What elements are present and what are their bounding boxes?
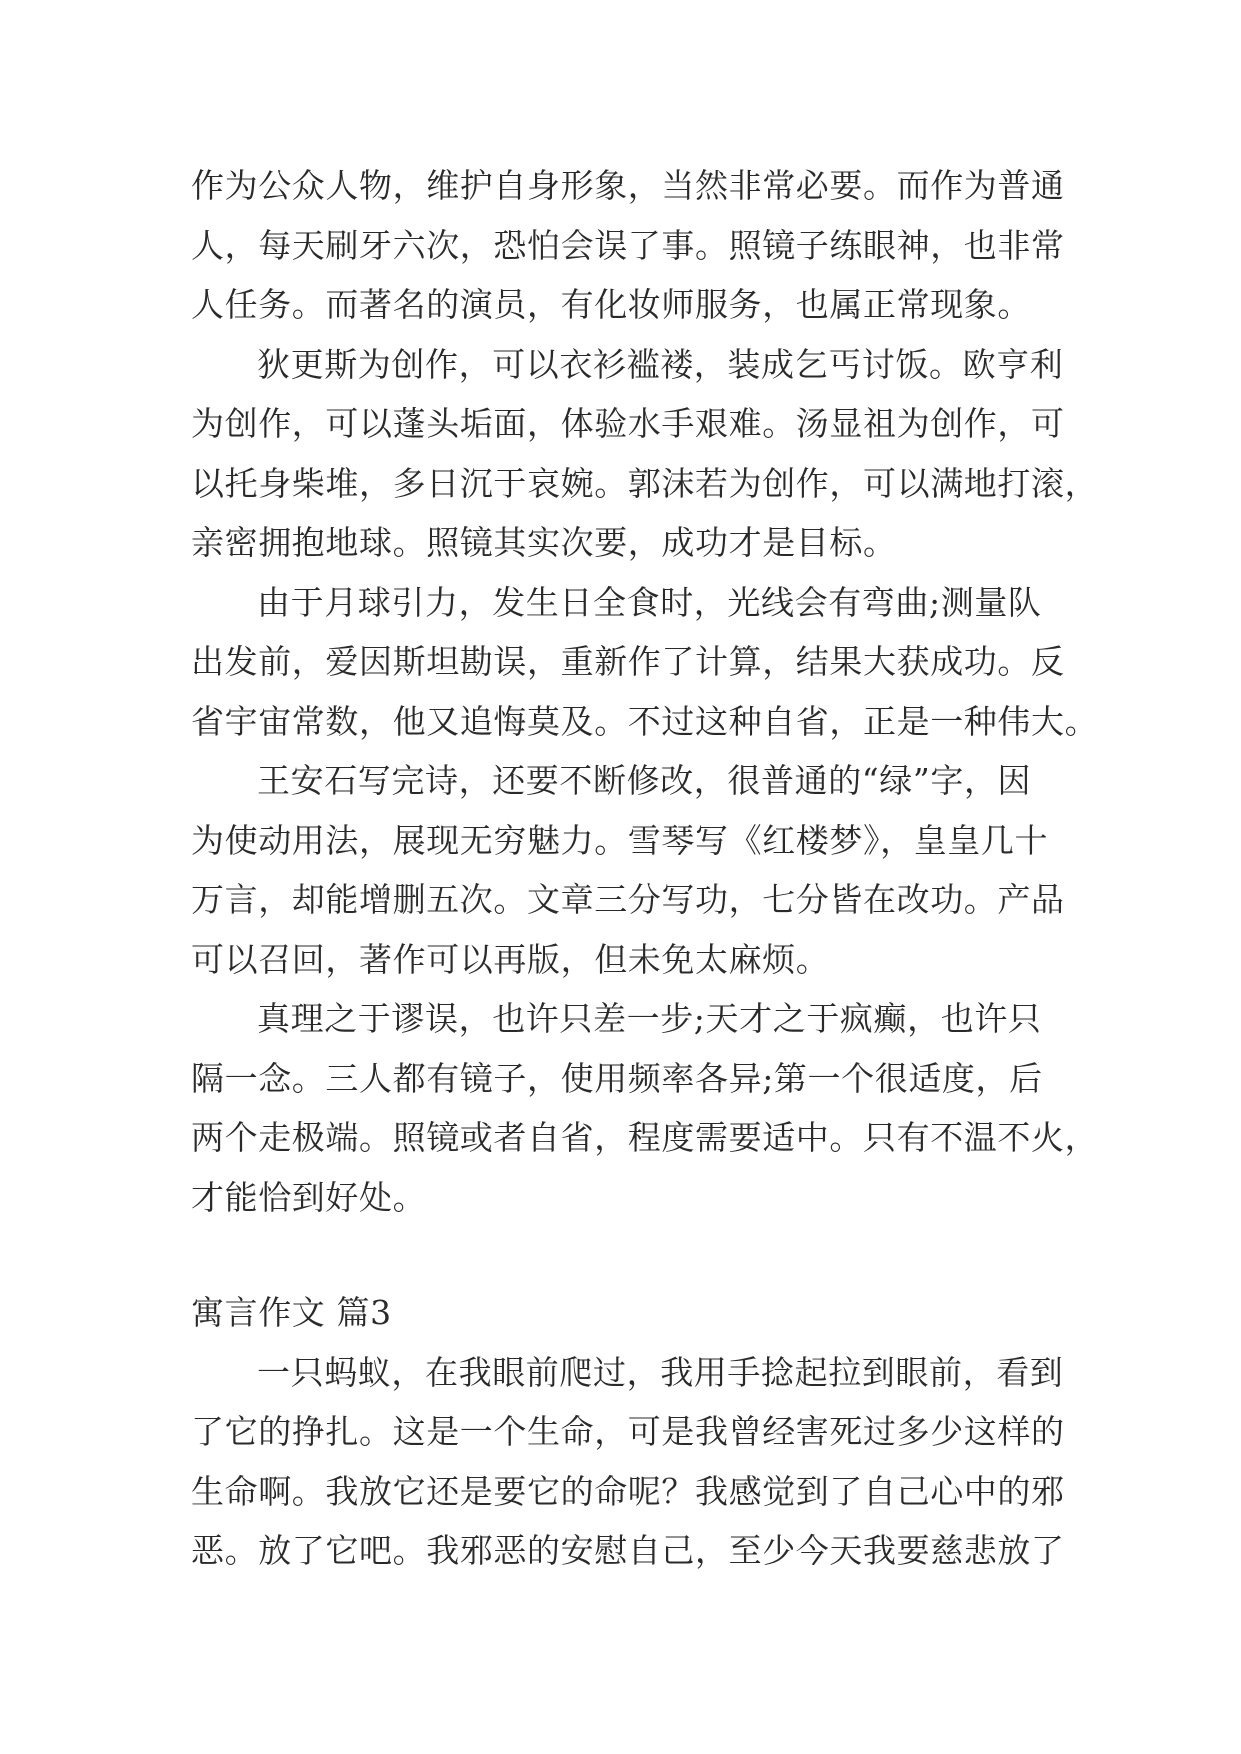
text-line: 隔一念。三人都有镜子，使用频率各异;第一个很适度，后 [191, 1058, 1043, 1098]
text-line: 作为公众人物，维护自身形象，当然非常必要。而作为普通 [191, 166, 1065, 205]
text-line: 狄更斯为创作，可以衣衫褴褛，装成乞丐讨饭。欧亨利 [257, 344, 1064, 384]
text-line: 恶。放了它吧。我邪恶的安慰自己，至少今天我要慈悲放了 [191, 1531, 1065, 1570]
text-line: 由于月球引力，发生日全食时，光线会有弯曲;测量队 [257, 582, 1042, 622]
text-line: 亲密拥抱地球。照镜其实次要，成功才是目标。 [191, 523, 897, 562]
section-body [191, 1343, 1065, 1581]
paragraph [191, 989, 1099, 1227]
text-line: 人，每天刷牙六次，恐怕会误了事。照镜子练眼神，也非常 [191, 225, 1065, 265]
section-gap [191, 1227, 1051, 1283]
text-line: 出发前，爱因斯坦勘误，重新作了计算，结果大获成功。反 [191, 642, 1065, 681]
text-line: 生命啊。我放它还是要它的命呢？我感觉到了自己心中的邪 [191, 1471, 1065, 1511]
text-line: 一只蚂蚁，在我眼前爬过，我用手捻起拉到眼前，看到 [257, 1352, 1064, 1392]
paragraph [191, 156, 1065, 335]
text-line: 了它的挣扎。这是一个生命，可是我曾经害死过多少这样的 [191, 1412, 1065, 1451]
document-page [191, 156, 1099, 1581]
essay-body [191, 156, 1099, 1227]
text-line: 省宇宙常数，他又追悔莫及。不过这种自省，正是一种伟大。 [191, 701, 1099, 741]
paragraph [191, 573, 1099, 752]
paragraph [191, 335, 1099, 573]
paragraph [191, 751, 1065, 989]
paragraph [191, 1343, 1065, 1581]
text-line: 万言，却能增删五次。文章三分写功，七分皆在改功。产品 [191, 880, 1065, 919]
text-line: 两个走极端。照镜或者自省，程度需要适中。只有不温不火， [191, 1118, 1099, 1157]
text-line: 真理之于谬误，也许只差一步;天才之于疯癫，也许只 [257, 999, 1042, 1038]
text-line: 王安石写完诗，还要不断修改，很普通的“绿”字，因 [257, 761, 1032, 800]
section-heading: 寓言作文 篇3 [191, 1293, 392, 1332]
text-line: 才能恰到好处。 [191, 1177, 427, 1217]
text-line: 可以召回，著作可以再版，但未免太麻烦。 [191, 939, 830, 979]
text-line: 为创作，可以蓬头垢面，体验水手艰难。汤显祖为创作，可 [191, 404, 1065, 443]
text-line: 为使动用法，展现无穷魅力。雪琴写《红楼梦》，皇皇几十 [191, 820, 1049, 860]
text-line: 人任务。而著名的演员，有化妆师服务，也属正常现象。 [191, 285, 1031, 324]
text-line: 以托身柴堆，多日沉于哀婉。郭沫若为创作，可以满地打滚， [191, 463, 1099, 503]
